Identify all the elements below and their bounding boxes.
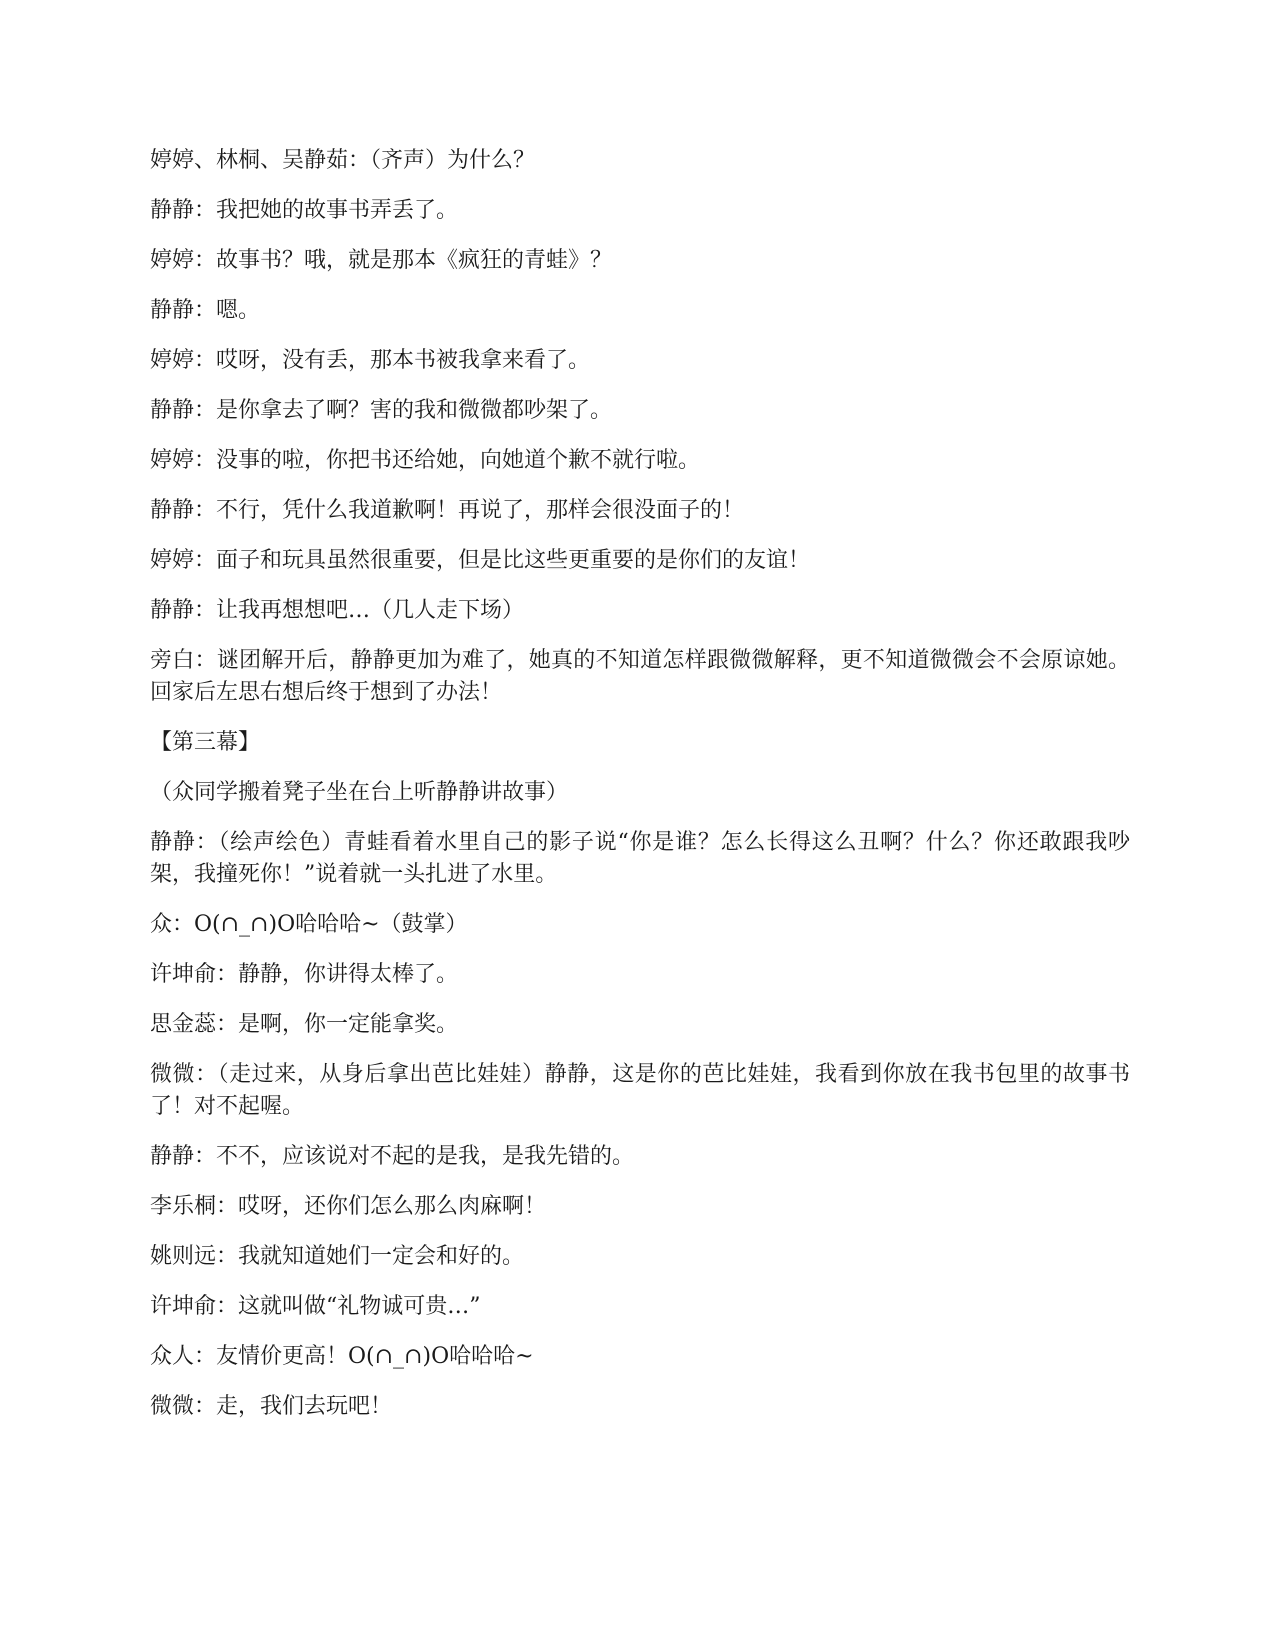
- document-page: [150, 145, 1130, 1441]
- dialogue-line: 思金蕊：是啊，你一定能拿奖。: [150, 1012, 459, 1037]
- dialogue-line: 静静：（绘声绘色）青蛙看着水里自己的影子说“你是谁？怎么长得这么丑啊？什么？你还敢跟我吵架，我撞死你！”说着就一头扎进了水里。: [150, 830, 1130, 887]
- dialogue-line: 婷婷：面子和玩具虽然很重要，但是比这些更重要的是你们的友谊！: [150, 548, 811, 573]
- act-heading: 【第三幕】: [150, 730, 261, 755]
- dialogue-line: 静静：嗯。: [150, 298, 261, 323]
- dialogue-line: 静静：让我再想想吧…（几人走下场）: [150, 598, 525, 623]
- dialogue-line: 微微：（走过来，从身后拿出芭比娃娃）静静，这是你的芭比娃娃，我看到你放在我书包里的故事书了！对不起喔。: [150, 1062, 1130, 1119]
- dialogue-line: 微微：走，我们去玩吧！: [150, 1394, 393, 1419]
- dialogue-line: 众人：友情价更高！O(∩_∩)O哈哈哈~: [150, 1344, 534, 1369]
- dialogue-line: 许坤俞：这就叫做“礼物诚可贵…”: [150, 1294, 481, 1319]
- dialogue-line: 李乐桐：哎呀，还你们怎么那么肉麻啊！: [150, 1194, 547, 1219]
- dialogue-line: 静静：我把她的故事书弄丢了。: [150, 198, 459, 223]
- stage-direction: （众同学搬着凳子坐在台上听静静讲故事）: [150, 780, 569, 805]
- narration-line: 旁白：谜团解开后，静静更加为难了，她真的不知道怎样跟微微解释，更不知道微微会不会原谅她。回家后左思右想后终于想到了办法！: [150, 648, 1130, 705]
- dialogue-line: 许坤俞：静静，你讲得太棒了。: [150, 962, 459, 987]
- dialogue-line: 静静：不行，凭什么我道歉啊！再说了，那样会很没面子的！: [150, 498, 745, 523]
- dialogue-line: 婷婷：哎呀，没有丢，那本书被我拿来看了。: [150, 348, 591, 373]
- dialogue-line: 婷婷：没事的啦，你把书还给她，向她道个歉不就行啦。: [150, 448, 701, 473]
- dialogue-line: 众：O(∩_∩)O哈哈哈~（鼓掌）: [150, 912, 468, 937]
- dialogue-line: 婷婷：故事书？哦，就是那本《疯狂的青蛙》？: [150, 248, 613, 273]
- dialogue-line: 静静：不不，应该说对不起的是我，是我先错的。: [150, 1144, 635, 1169]
- dialogue-line: 姚则远：我就知道她们一定会和好的。: [150, 1244, 525, 1269]
- dialogue-line: 静静：是你拿去了啊？害的我和微微都吵架了。: [150, 398, 613, 423]
- dialogue-line: 婷婷、林桐、吴静茹：（齐声）为什么？: [150, 148, 536, 173]
